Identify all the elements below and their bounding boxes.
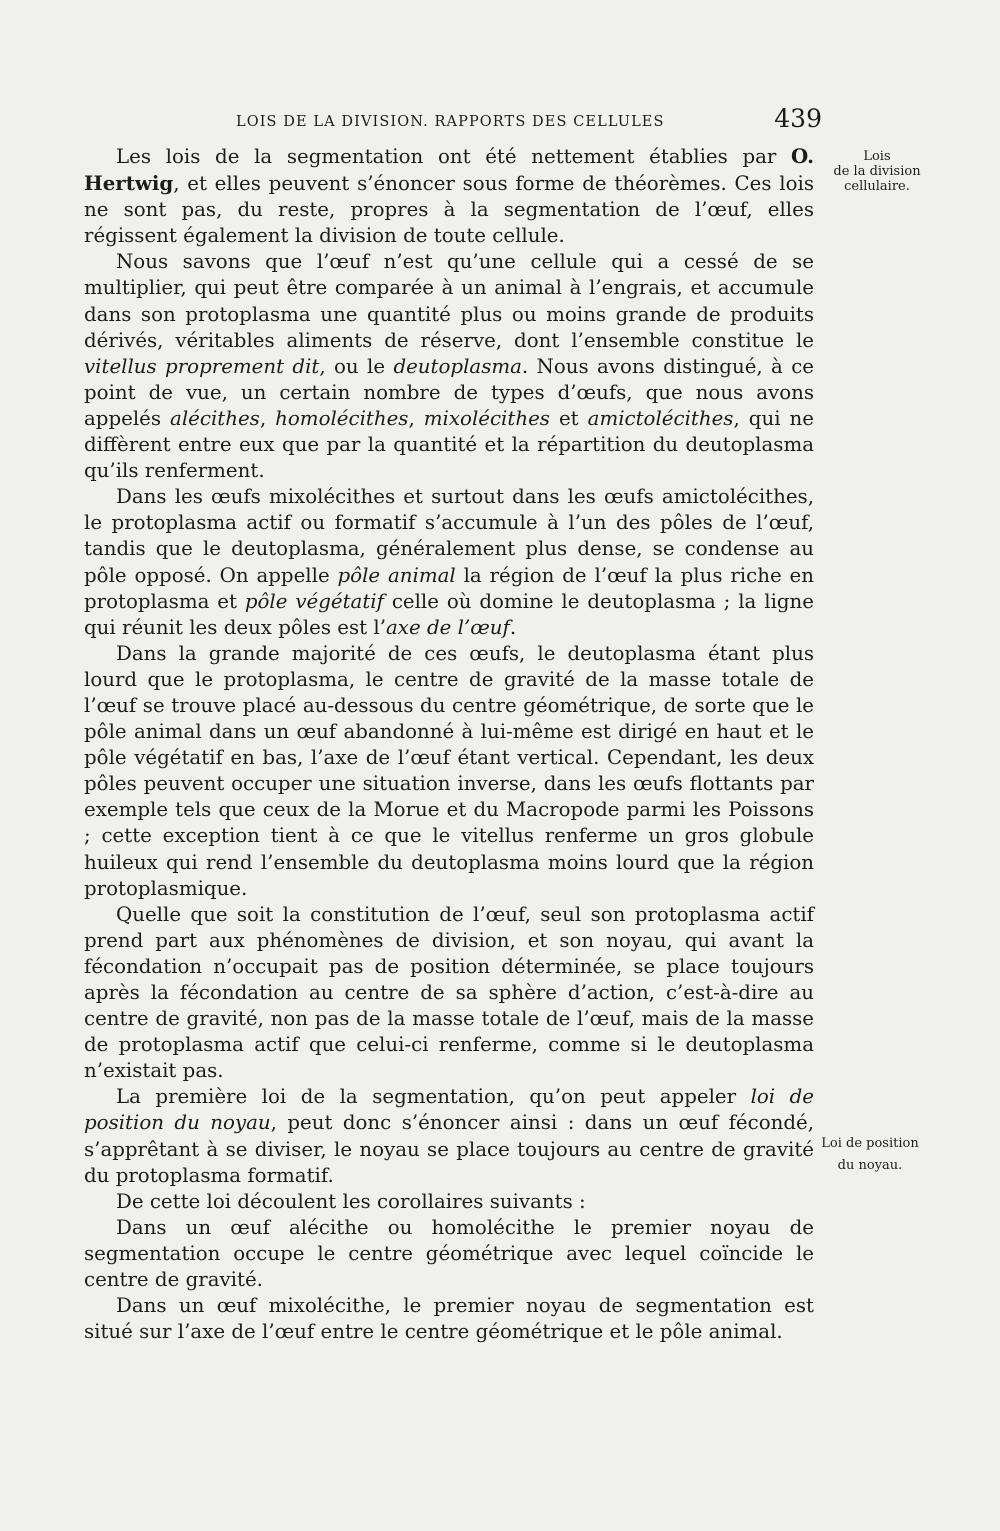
- body-text: [84, 143, 814, 1345]
- page-header: [232, 104, 822, 142]
- italic-term: pôle animal: [337, 563, 456, 587]
- italic-term: pôle végétatif: [244, 589, 384, 613]
- margin-note-lois: [818, 149, 936, 194]
- margin-note-line: de la division: [833, 164, 921, 179]
- margin-note-line: du noyau.: [837, 1158, 903, 1173]
- paragraph-8: Dans un œuf alécithe ou homolécithe le premier noyau de segmentation occupe le centre géométrique avec lequel coïncide le centre de gravité.: [84, 1215, 814, 1292]
- italic-term: axe de l’œuf: [386, 615, 510, 639]
- italic-term: loi de position du noyau: [84, 1085, 814, 1135]
- paragraph-3: Dans les œufs mixolécithes et surtout dans les œufs amictolécithes, le protoplasma actif ou formatif s’accumule à l’un des pôles de l’œuf, tandis que le deutoplasma, généralement plus dense, se condense au pôle opposé. On appelle pôle animal la région de l’œuf la plus riche en protoplasma et pôle végétatif celle où domine le deutoplasma ; la ligne qui réunit les deux pôles est l’axe de l’œuf.: [84, 485, 815, 639]
- margin-note-loi-position: [814, 1133, 926, 1177]
- margin-note-line: cellulaire.: [844, 179, 910, 194]
- paragraph-6: La première loi de la segmentation, qu’on peut appeler loi de position du noyau, peut donc s’énoncer ainsi : dans un œuf fécondé, s’apprêtant à se diviser, le noyau se place toujours au centre de gravité du protoplasma formatif.: [84, 1085, 814, 1187]
- paragraph-2: Nous savons que l’œuf n’est qu’une cellule qui a cessé de se multiplier, qui peut être comparée à un animal à l’engrais, et accumule dans son protoplasma une quantité plus ou moins grande de produits dérivés, véritables aliments de réserve, dont l’ensemble constitue le vitellus proprement dit, ou le deutoplasma. Nous avons distingué, à ce point de vue, un certain nombre de types d’œufs, que nous avons appelés alécithes, homolécithes, mixolécithes et amictolécithes, qui ne diffèrent entre eux que par la quantité et la répartition du deutoplasma qu’ils renferment.: [84, 250, 814, 483]
- margin-note-line: Lois: [863, 149, 891, 164]
- paragraph-5: Quelle que soit la constitution de l’œuf, seul son protoplasma actif prend part aux phénomènes de division, et son noyau, qui avant la fécondation n’occupait pas de position déterminée, se place toujours après la fécondation au centre de sa sphère d’action, c’est-à-dire au centre de gravité, non pas de la masse totale de l’œuf, mais de la masse de protoplasma actif que celui-ci renferme, comme si le deutoplasma n’existait pas.: [84, 902, 814, 1083]
- italic-term: alécithes: [170, 406, 260, 430]
- margin-note-line: Loi de position: [821, 1136, 919, 1151]
- paragraph-4: Dans la grande majorité de ces œufs, le deutoplasma étant plus lourd que le protoplasma, le centre de gravité de la masse totale de l’œuf se trouve placé au-dessous du centre géométrique, de sorte que le pôle animal dans un œuf abandonné à lui-même est dirigé en haut et le pôle végétatif en bas, l’axe de l’œuf étant vertical. Cependant, les deux pôles peuvent occuper une situation inverse, dans les œufs flottants par exemple tels que ceux de la Morue et du Macropode parmi les Poissons ; cette exception tient à ce que le vitellus renferme un gros globule huileux qui rend l’ensemble du deutoplasma moins lourd que la région protoplasmique.: [84, 641, 814, 900]
- italic-term: vitellus proprement dit: [84, 354, 320, 378]
- paragraph-9: Dans un œuf mixolécithe, le premier noyau de segmentation est situé sur l’axe de l’œuf entre le centre géométrique et le pôle animal.: [84, 1294, 814, 1344]
- italic-term: amictolécithes: [587, 406, 734, 430]
- running-head: LOIS DE LA DIVISION. RAPPORTS DES CELLULES: [236, 114, 665, 130]
- page-number: 439: [774, 104, 822, 133]
- italic-term: deutoplasma: [393, 354, 522, 378]
- paragraph-1: Les lois de la segmentation ont été nettement établies par O. Hertwig, et elles peuvent s’énoncer sous forme de théorèmes. Ces lois ne sont pas, du reste, propres à la segmentation de l’œuf, elles régissent également la division de toute cellule.: [84, 144, 814, 248]
- italic-term: homolécithes: [275, 406, 409, 430]
- paragraph-7: De cette loi découlent les corollaires suivants :: [116, 1189, 586, 1213]
- author-name: O. Hertwig: [84, 144, 814, 196]
- italic-term: mixolécithes: [423, 406, 550, 430]
